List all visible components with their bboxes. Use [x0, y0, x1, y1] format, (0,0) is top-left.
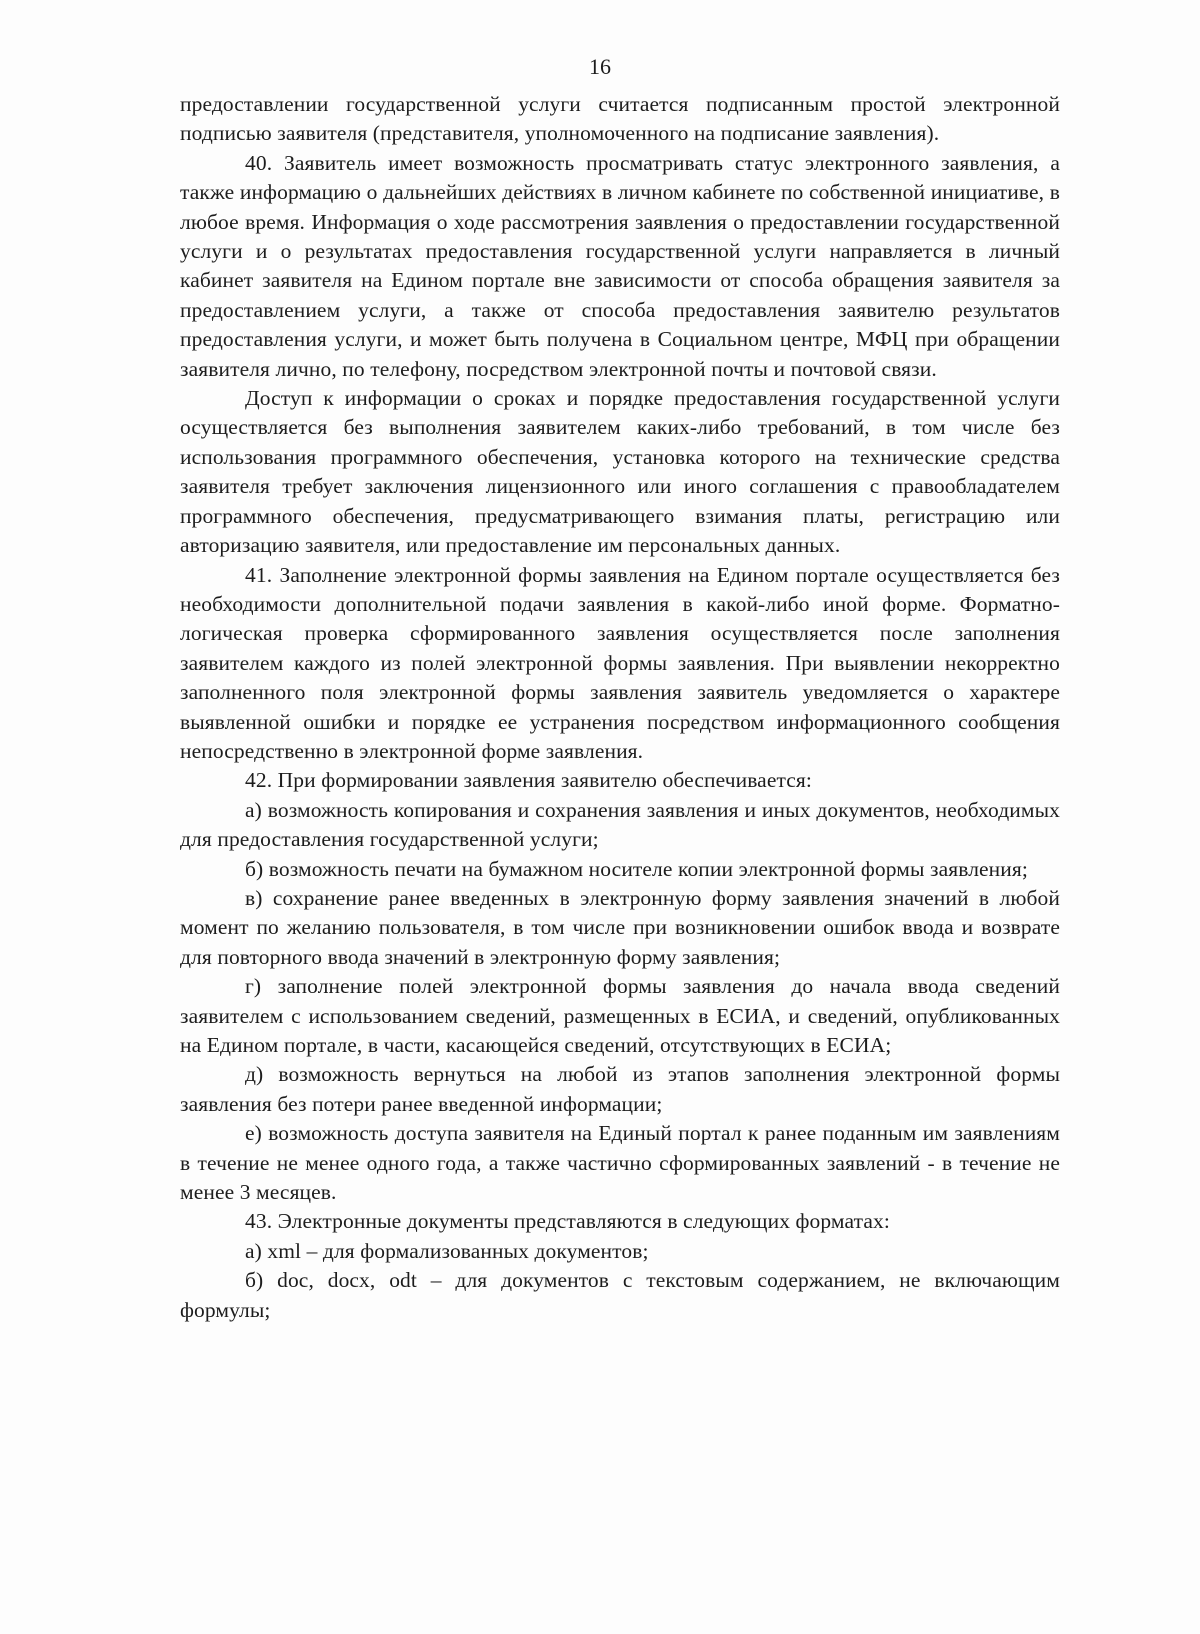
paragraph-continuation: предоставлении государственной услуги считается подписанным простой электронной подписью заявителя (представителя, уполномоченного на подписание заявления).: [180, 92, 1060, 146]
list-item-43a: а) xml – для формализованных документов;: [245, 1238, 649, 1263]
paragraph-41: 41. Заполнение электронной формы заявления на Едином портале осуществляется без необходимости дополнительной подачи заявления в какой-либо иной форме. Форматно-логическая проверка сформированного заявления осуществляется после заполнения заявителем каждого из полей электронной формы заявления. При выявлении некорректно заполненного поля электронной формы заявления заявитель уведомляется о характере выявленной ошибки и порядке ее устранения посредством информационного сообщения непосредственно в электронной форме заявления.: [180, 562, 1060, 763]
list-item-42e: е) возможность доступа заявителя на Единый портал к ранее поданным им заявлениям в течение не менее одного года, а также частично сформированных заявлений - в течение не менее 3 месяцев.: [180, 1121, 1060, 1205]
list-item-42b: б) возможность печати на бумажном носителе копии электронной формы заявления;: [245, 856, 1028, 881]
page-number: 16: [589, 54, 611, 79]
paragraph-42: 42. При формировании заявления заявителю обеспечивается:: [245, 768, 812, 793]
list-item-43b: б) doc, docx, odt – для документов с текстовым содержанием, не включающим формулы;: [180, 1268, 1060, 1322]
paragraph-access-info: Доступ к информации о сроках и порядке предоставления государственной услуги осуществляется без выполнения заявителем каких-либо требований, в том числе без использования программного обеспечения, установка которого на технические средства заявителя требует заключения лицензионного или иного соглашения с правообладателем программного обеспечения, предусматривающего взимания платы, регистрацию или авторизацию заявителя, или предоставление им персональных данных.: [180, 386, 1060, 558]
paragraph-43: 43. Электронные документы представляются в следующих форматах:: [245, 1209, 890, 1234]
list-item-42g: г) заполнение полей электронной формы заявления до начала ввода сведений заявителем с использованием сведений, размещенных в ЕСИА, и сведений, опубликованных на Едином портале, в части, касающейся сведений, отсутствующих в ЕСИА;: [180, 974, 1060, 1057]
list-item-42a: а) возможность копирования и сохранения заявления и иных документов, необходимых для предоставления государственной услуги;: [180, 797, 1060, 852]
paragraph-40: 40. Заявитель имеет возможность просматривать статус электронного заявления, а также информацию о дальнейших действиях в личном кабинете по собственной инициативе, в любое время. Информация о ходе рассмотрения заявления о предоставлении государственной услуги и о результатах предоставления государственной услуги направляется в личный кабинет заявителя на Едином портале вне зависимости от способа обращения заявителя за предоставлением услуги, а также от способа предоставления заявителю результатов предоставления услуги, и может быть получена в Социальном центре, МФЦ при обращении заявителя лично, по телефону, посредством электронной почты и почтовой связи.: [180, 150, 1060, 381]
list-item-42v: в) сохранение ранее введенных в электронную форму заявления значений в любой момент по желанию пользователя, в том числе при возникновении ошибок ввода и возврате для повторного ввода значений в электронную форму заявления;: [180, 885, 1060, 969]
document-body: [180, 90, 1060, 1325]
list-item-42d: д) возможность вернуться на любой из этапов заполнения электронной формы заявления без потери ранее введенной информации;: [180, 1062, 1060, 1116]
